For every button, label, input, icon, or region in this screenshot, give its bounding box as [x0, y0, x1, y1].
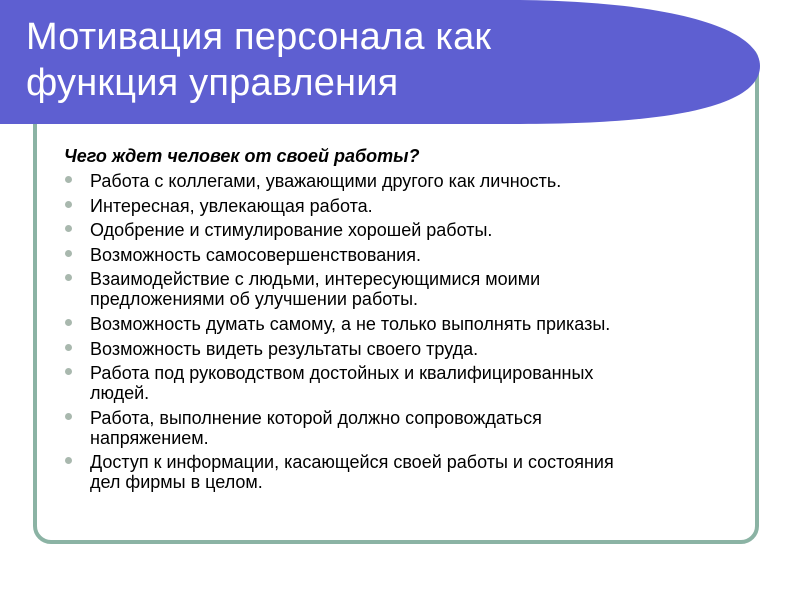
bullet-dot-icon — [65, 413, 72, 420]
list-item — [64, 220, 754, 240]
bullet-text-cont: дел фирмы в целом. — [90, 472, 263, 493]
page-title — [26, 14, 686, 106]
list-item — [64, 452, 754, 492]
bullet-text: Возможность думать самому, а не только выполнять приказы. — [90, 313, 611, 334]
list-item — [64, 171, 754, 191]
bullet-text: Взаимодействие с людьми, интересующимися моими — [90, 269, 541, 290]
title-line-1: Мотивация персонала как — [26, 16, 492, 58]
list-item — [64, 269, 754, 309]
list-item — [64, 245, 754, 265]
subtitle: Чего ждет человек от своей работы? — [64, 146, 420, 166]
slide-content — [64, 146, 754, 497]
bullet-text: Доступ к информации, касающейся своей работы и состояния — [90, 452, 614, 473]
bullet-dot-icon — [65, 368, 72, 375]
list-item — [64, 408, 754, 448]
bullet-dot-icon — [65, 457, 72, 464]
bullet-text: Возможность видеть результаты своего труда. — [90, 338, 479, 359]
bullet-text: Одобрение и стимулирование хорошей работы. — [90, 220, 493, 241]
list-item — [64, 363, 754, 403]
bullet-dot-icon — [65, 176, 72, 183]
bullet-text-cont: напряжением. — [90, 427, 209, 448]
bullet-text: Работа с коллегами, уважающими другого как личность. — [90, 171, 562, 191]
list-item — [64, 314, 754, 334]
bullet-text: Работа, выполнение которой должно сопровождаться — [90, 407, 542, 428]
list-item — [64, 339, 754, 359]
bullet-dot-icon — [65, 250, 72, 257]
bullet-text: Интересная, увлекающая работа. — [90, 195, 373, 216]
bullet-text: Возможность самосовершенствования. — [90, 244, 421, 265]
bullet-dot-icon — [65, 201, 72, 208]
bullet-dot-icon — [65, 344, 72, 351]
bullet-text-cont: предложениями об улучшении работы. — [90, 289, 419, 310]
bullet-dot-icon — [65, 225, 72, 232]
bullet-dot-icon — [65, 319, 72, 326]
bullet-list — [64, 171, 754, 492]
bullet-text: Работа под руководством достойных и квалифицированных — [90, 363, 594, 384]
title-line-2: функция управления — [26, 62, 399, 104]
list-item — [64, 196, 754, 216]
bullet-dot-icon — [65, 274, 72, 281]
bullet-text-cont: людей. — [90, 383, 150, 404]
